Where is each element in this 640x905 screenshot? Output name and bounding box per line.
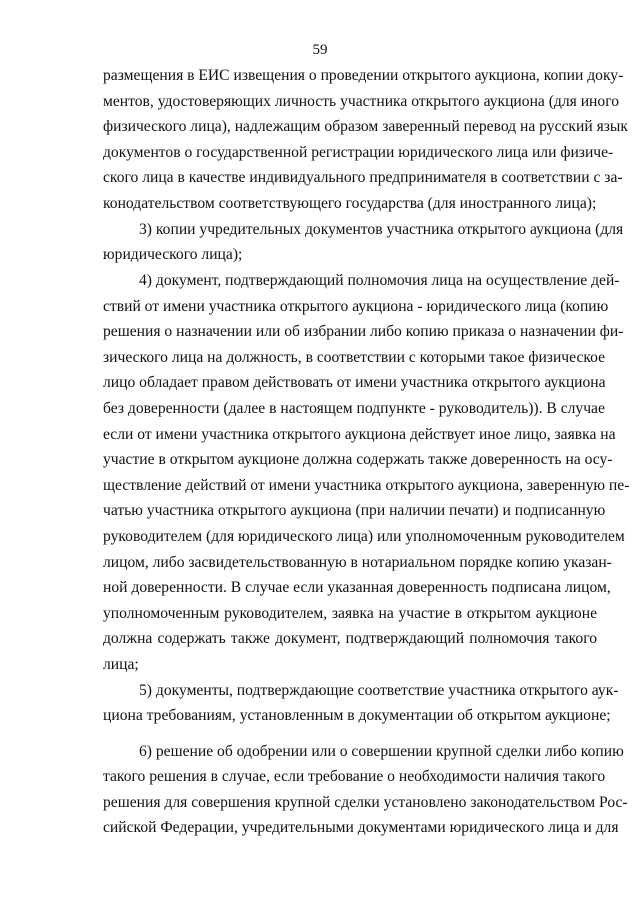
text-line: 5) документы, подтверждающие соответствие участника открытого аук- xyxy=(139,682,619,699)
text-line: 6) решение об одобрении или о совершении крупной сделки либо копию xyxy=(139,743,624,760)
text-line: сийской Федерации, учредительными документами юридического лица и для xyxy=(103,819,619,836)
text-line: чатью участника открытого аукциона (при наличии печати) и подписанную xyxy=(103,502,606,519)
text-line: ствий от имени участника открытого аукциона - юридического лица (копию xyxy=(103,298,609,315)
text-line: ной доверенности. В случае если указанная доверенность подписана лицом, xyxy=(103,579,611,596)
text-line: руководителем (для юридического лица) или уполномоченным руководителем xyxy=(103,528,625,545)
text-line: должна содержать также документ, подтверждающий полномочия такого xyxy=(103,630,597,647)
text-line: решения для совершения крупной сделки установлено законодательством Рос- xyxy=(103,794,628,811)
text-line: конодательством соответствующего государства (для иностранного лица); xyxy=(103,195,597,212)
text-line: без доверенности (далее в настоящем подпункте - руководитель)). В случае xyxy=(103,400,605,417)
text-line: уполномоченным руководителем, заявка на участие в открытом аукционе xyxy=(103,605,597,622)
text-line: размещения в ЕИС извещения о проведении открытого аукциона, копии доку- xyxy=(103,67,624,84)
text-line: ского лица в качестве индивидуального предпринимателя в соответствии с за- xyxy=(103,169,623,186)
text-line: зического лица на должность, в соответствии с которыми такое физическое xyxy=(103,349,606,366)
text-line: ществление действий от имени участника открытого аукциона, заверенную пе- xyxy=(103,477,630,494)
text-line: юридического лица); xyxy=(103,246,243,263)
text-line: 4) документ, подтверждающий полномочия лица на осуществление дей- xyxy=(139,272,620,289)
text-line: документов о государственной регистрации юридического лица или физиче- xyxy=(103,144,614,161)
text-line: если от имени участника открытого аукциона действует иное лицо, заявка на xyxy=(103,426,616,443)
text-line: лицом, либо засвидетельствованную в нотариальном порядке копию указан- xyxy=(103,554,612,571)
text-line: циона требованиям, установленным в документации об открытом аукционе; xyxy=(103,707,611,724)
text-line: 3) копии учредительных документов участника открытого аукциона (для xyxy=(139,221,624,238)
text-line: физического лица), надлежащим образом заверенный перевод на русский язык xyxy=(103,118,628,135)
text-line: участие в открытом аукционе должна содержать также доверенность на осу- xyxy=(103,451,613,468)
text-line: ментов, удостоверяющих личность участника открытого аукциона (для иного xyxy=(103,93,620,110)
text-line: лицо обладает правом действовать от имени участника открытого аукциона xyxy=(103,374,606,391)
text-line: такого решения в случае, если требование о необходимости наличия такого xyxy=(103,768,606,785)
text-line: лица; xyxy=(103,656,139,673)
text-line: решения о назначении или об избрании либо копию приказа о назначении фи- xyxy=(103,323,624,340)
page-number: 59 xyxy=(312,42,328,58)
